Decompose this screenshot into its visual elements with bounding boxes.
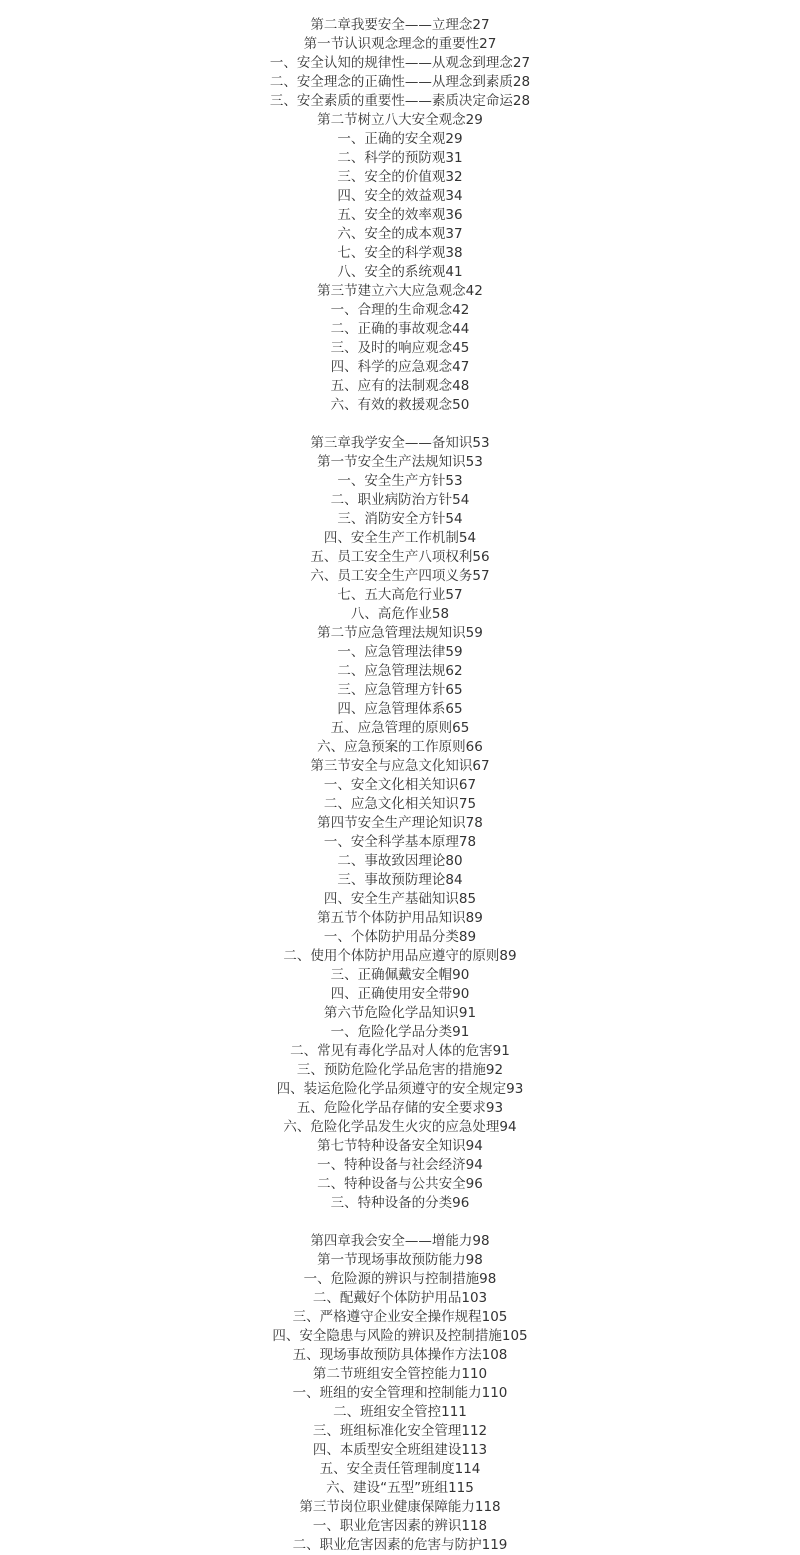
- toc-entry: 二、职业病防治方针54: [330, 492, 470, 508]
- toc-entry: 四、正确使用安全带90: [330, 986, 470, 1002]
- toc-entry: 一、特种设备与社会经济94: [317, 1157, 483, 1173]
- toc-entry: 一、班组的安全管理和控制能力110: [292, 1385, 508, 1401]
- toc-entry: 六、应急预案的工作原则66: [317, 739, 483, 755]
- toc-entry: 三、班组标准化安全管理112: [312, 1423, 488, 1439]
- toc-entry: 二、使用个体防护用品应遵守的原则89: [283, 948, 517, 964]
- toc-entry: 六、安全的成本观37: [337, 226, 463, 242]
- toc-entry: 第三节建立六大应急观念42: [317, 283, 483, 299]
- toc-entry: 一、安全文化相关知识67: [323, 777, 477, 793]
- toc-entry: 二、安全理念的正确性——从理念到素质28: [269, 74, 531, 90]
- toc-entry: 四、安全生产工作机制54: [323, 530, 477, 546]
- toc-entry: 五、安全的效率观36: [337, 207, 463, 223]
- toc-entry: 七、安全的科学观38: [337, 245, 463, 261]
- toc-entry: 一、危险化学品分类91: [330, 1024, 470, 1040]
- toc-entry: 三、应急管理方针65: [337, 682, 463, 698]
- toc-entry: 四、安全隐患与风险的辨识及控制措施105: [272, 1328, 528, 1344]
- toc-entry: 三、及时的响应观念45: [330, 340, 470, 356]
- toc-entry: 三、预防危险化学品危害的措施92: [296, 1062, 504, 1078]
- toc-entry: 第三节安全与应急文化知识67: [310, 758, 490, 774]
- toc-entry: 第二节班组安全管控能力110: [312, 1366, 488, 1382]
- toc-entry: 一、合理的生命观念42: [330, 302, 470, 318]
- toc-entry: 五、应有的法制观念48: [330, 378, 470, 394]
- toc-entry: 二、班组安全管控111: [333, 1404, 467, 1420]
- toc-spacer: [0, 1213, 800, 1232]
- toc-entry: 六、员工安全生产四项义务57: [310, 568, 490, 584]
- toc-entry: 四、装运危险化学品须遵守的安全规定93: [276, 1081, 524, 1097]
- toc-entry: 三、严格遵守企业安全操作规程105: [292, 1309, 508, 1325]
- toc-entry: 第三章我学安全——备知识53: [310, 435, 490, 451]
- toc-entry: 五、员工安全生产八项权利56: [310, 549, 490, 565]
- toc-entry: 三、特种设备的分类96: [330, 1195, 470, 1211]
- toc-entry: 三、安全素质的重要性——素质决定命运28: [269, 93, 531, 109]
- toc-entry: 第三节岗位职业健康保障能力118: [299, 1499, 501, 1515]
- toc-entry: 四、安全生产基础知识85: [323, 891, 477, 907]
- toc-entry: 一、应急管理法律59: [337, 644, 463, 660]
- toc-entry: 三、事故预防理论84: [337, 872, 463, 888]
- toc-entry: 三、安全的价值观32: [337, 169, 463, 185]
- toc-entry: 四、应急管理体系65: [337, 701, 463, 717]
- toc-entry: 二、应急文化相关知识75: [323, 796, 477, 812]
- toc-entry: 第一节认识观念理念的重要性27: [303, 36, 497, 52]
- toc-entry: 五、应急管理的原则65: [330, 720, 470, 736]
- toc-entry: 四、科学的应急观念47: [330, 359, 470, 375]
- toc-entry: 四、安全的效益观34: [337, 188, 463, 204]
- toc-entry: 一、危险源的辨识与控制措施98: [303, 1271, 497, 1287]
- toc-entry: 二、事故致因理论80: [337, 853, 463, 869]
- toc-entry: 二、应急管理法规62: [337, 663, 463, 679]
- toc-entry: 六、有效的救援观念50: [330, 397, 470, 413]
- toc-entry: 三、正确佩戴安全帽90: [330, 967, 470, 983]
- table-of-contents: [0, 16, 800, 1555]
- toc-entry: 一、职业危害因素的辨识118: [312, 1518, 488, 1534]
- toc-entry: 二、常见有毒化学品对人体的危害91: [290, 1043, 510, 1059]
- toc-entry: 七、五大高危行业57: [337, 587, 463, 603]
- toc-entry: 五、危险化学品存储的安全要求93: [296, 1100, 504, 1116]
- toc-entry: 二、科学的预防观31: [337, 150, 463, 166]
- toc-spacer: [0, 415, 800, 434]
- toc-entry: 二、职业危害因素的危害与防护119: [292, 1537, 508, 1553]
- toc-entry: 第二章我要安全——立理念27: [310, 17, 490, 33]
- toc-entry: 第二节应急管理法规知识59: [317, 625, 483, 641]
- toc-entry: 第七节特种设备安全知识94: [317, 1138, 483, 1154]
- toc-entry: 二、特种设备与公共安全96: [317, 1176, 483, 1192]
- toc-entry: 第五节个体防护用品知识89: [317, 910, 483, 926]
- toc-entry: 第一节现场事故预防能力98: [317, 1252, 483, 1268]
- toc-entry: 第四节安全生产理论知识78: [317, 815, 483, 831]
- toc-entry: 第二节树立八大安全观念29: [317, 112, 483, 128]
- toc-entry: 六、危险化学品发生火灾的应急处理94: [283, 1119, 517, 1135]
- toc-entry: 一、安全认知的规律性——从观念到理念27: [269, 55, 531, 71]
- toc-entry: 八、高危作业58: [350, 606, 450, 622]
- toc-entry: 五、安全责任管理制度114: [319, 1461, 481, 1477]
- toc-entry: 一、正确的安全观29: [337, 131, 463, 147]
- toc-entry: 二、配戴好个体防护用品103: [312, 1290, 488, 1306]
- toc-entry: 四、本质型安全班组建设113: [312, 1442, 488, 1458]
- toc-entry: 一、个体防护用品分类89: [323, 929, 477, 945]
- toc-entry: 八、安全的系统观41: [337, 264, 463, 280]
- toc-entry: 第一节安全生产法规知识53: [317, 454, 483, 470]
- toc-entry: 二、正确的事故观念44: [330, 321, 470, 337]
- toc-entry: 一、安全生产方针53: [337, 473, 463, 489]
- toc-entry: 一、安全科学基本原理78: [323, 834, 477, 850]
- toc-entry: 第六节危险化学品知识91: [323, 1005, 477, 1021]
- toc-entry: 五、现场事故预防具体操作方法108: [292, 1347, 508, 1363]
- toc-entry: 第四章我会安全——增能力98: [310, 1233, 490, 1249]
- toc-entry: 三、消防安全方针54: [337, 511, 463, 527]
- toc-entry: 六、建设“五型”班组115: [326, 1480, 474, 1496]
